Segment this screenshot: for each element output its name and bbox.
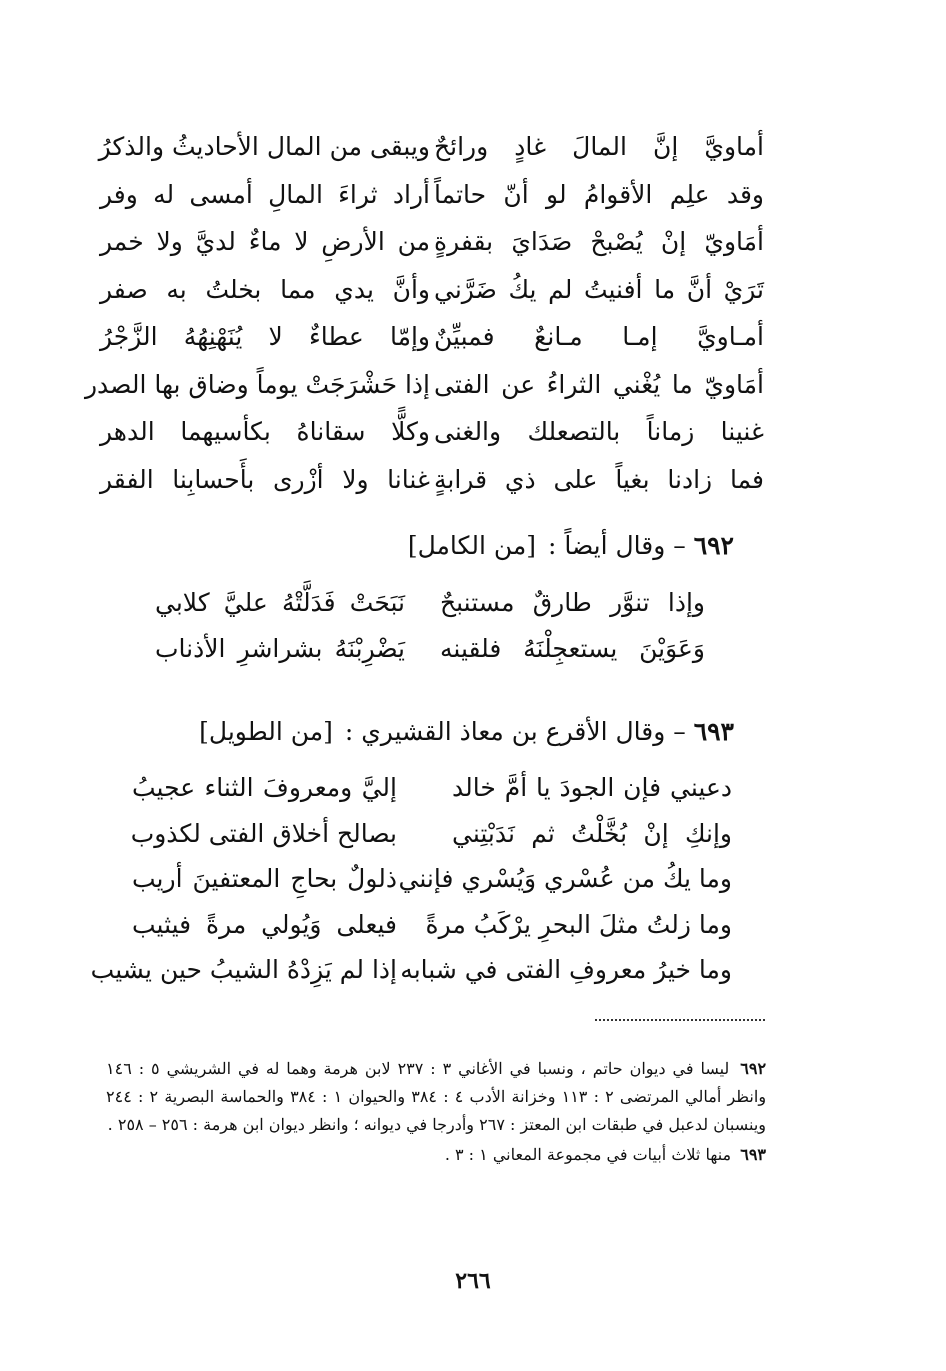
section-692-heading xyxy=(408,526,734,566)
verse-first-hemistich: دعيني فإن الجودَ يا أمَّ خالد xyxy=(452,773,732,802)
verse-second-hemistich: بصالح أخلاق الفتى لكذوب xyxy=(130,818,397,848)
verse-line xyxy=(100,124,764,172)
footnotes xyxy=(106,1055,766,1169)
verse-line xyxy=(84,362,764,410)
verse-line xyxy=(100,457,764,505)
footnote-692 xyxy=(106,1055,766,1139)
verse-line xyxy=(155,580,705,626)
verse-second-hemistich: إذا لم يَزِدْهُ الشيبُ حين يشيب xyxy=(90,955,397,984)
verse-second-hemistich: وأنَّ يدي مما بخلتُ به صفر xyxy=(100,274,430,304)
verse-second-hemistich: من الأرضِ لا ماءٌ لديَّ ولا خمر xyxy=(100,227,430,256)
verse-second-hemistich: وإمّا عطاءٌ لا يُنَهْنِهُهُ الزَّجْرُ xyxy=(100,322,430,351)
footnote-text: ليسا في ديوان حاتم ، ونسبا في الأغاني ٣ : ٢٣٧ لابن هرمة وهما له في الشريشي ٥ : ١٤٦ وانظر أمالي المرتضى ٢ : ١١٣ وخزانة الأدب ٤ : ٣٨٤ والحيوان ١ : ٣٨٤ والحماسة البصرية ٢ : ٢٤٤ وينسبان لدعبل في طبقات ابن المعتز : ٢٦٧ وأدرجا في ديوانه ؛ وانظر ديوان ابن هرمة : ٢٥٦ – ٢٥٨ . xyxy=(106,1059,767,1134)
verse-line xyxy=(90,947,732,993)
verse-first-hemistich: وَعَوَيْنَ يستعجِلْنَهُ فلقينه xyxy=(440,634,705,663)
page-number: ٢٦٦ xyxy=(455,1268,491,1294)
verse-line xyxy=(155,626,705,672)
verse-first-hemistich: أمَاويّ ما يُغْني الثراءُ عن الفتى xyxy=(434,369,764,399)
verse-second-hemistich: إليَّ ومعروفَ الثناء عجيبُ xyxy=(132,773,397,802)
section-intro: – وقال الأقرع بن معاذ القشيري : xyxy=(344,717,686,746)
verse-second-hemistich: غنانا ولا أزْرى بأَحسابِنا الفقر xyxy=(100,464,430,494)
footnote-number: ٦٩٣ xyxy=(740,1145,766,1164)
verse-line xyxy=(132,765,732,811)
verse-first-hemistich: وإنكِ إنْ بُخَّلْتُ ثم نَدَبْتِني xyxy=(452,818,732,848)
verse-line xyxy=(100,219,764,267)
verse-first-hemistich: وما زلتُ مثلَ البحرِ يرْكَبُ مرةً xyxy=(425,909,732,939)
poem-a xyxy=(84,124,764,504)
verse-second-hemistich: يَضْرِبْنَهُ بشراشرِ الأذناب xyxy=(155,634,405,663)
section-number: ٦٩٢ xyxy=(693,531,734,560)
verse-line xyxy=(132,902,732,948)
section-693-heading xyxy=(199,712,734,752)
verse-second-hemistich: وكلًّا سقاناهُ بكأسيهما الدهر xyxy=(100,417,430,446)
poem-692 xyxy=(155,580,705,672)
verse-line xyxy=(132,856,732,902)
verse-second-hemistich: أراد ثراءَ المالِ أمسى له وفر xyxy=(100,179,430,209)
poem-693 xyxy=(90,765,732,993)
verse-line xyxy=(100,314,764,362)
verse-first-hemistich: فما زادنا بغياً على ذي قرابةٍ xyxy=(434,464,764,494)
verse-line xyxy=(100,172,764,220)
footnote-number: ٦٩٢ xyxy=(740,1059,767,1078)
verse-first-hemistich: أماويَّ إنَّ المالَ غادٍ ورائحٌ xyxy=(434,132,764,161)
verse-second-hemistich: نَبَحَتْ فَدَلَّتْهُ عليَّ كلابي xyxy=(155,588,405,617)
verse-first-hemistich: وما يكُ من عُسْري وَيُسْري فإنني xyxy=(398,864,732,893)
footnote-separator xyxy=(595,1019,765,1021)
verse-first-hemistich: وما خيرُ معروفِ الفتى في شبابه xyxy=(400,955,732,984)
section-number: ٦٩٣ xyxy=(693,717,734,746)
verse-second-hemistich: فيعلى وَيُولي مرةً فيثيب xyxy=(132,909,397,939)
verse-first-hemistich: أمـاويَّ إمـا مـانعٌ فمبيِّنٌ xyxy=(434,322,764,351)
section-intro: – وقال أيضاً : xyxy=(547,531,686,560)
verse-first-hemistich: تَرَيْ أنَّ ما أفنيتُ لم يكُ ضَرَّني xyxy=(434,274,764,304)
verse-line xyxy=(100,409,764,457)
verse-second-hemistich: ذلولٌ بحاجِ المعتفينَ أريب xyxy=(132,864,397,893)
verse-first-hemistich: أمَاويّ إنْ يُصْبحْ صَدَايَ بقفرةٍ xyxy=(434,227,764,256)
verse-line xyxy=(100,267,764,315)
verse-first-hemistich: غنينا زماناً بالتصعلك والغنى xyxy=(434,417,764,446)
meter-label: [من الكامل] xyxy=(407,531,537,560)
verse-second-hemistich: ويبقى من المال الأحاديثُ والذكرُ xyxy=(98,132,430,161)
meter-label: [من الطويل] xyxy=(199,717,333,746)
verse-second-hemistich: إذا حَشْرَجَتْ يوماً وضاق بها الصدر xyxy=(84,369,430,399)
verse-line xyxy=(132,811,732,857)
footnote-693 xyxy=(106,1141,766,1169)
verse-first-hemistich: وإذا تنوَّر طارقٌ مستنبحٌ xyxy=(440,588,705,617)
verse-first-hemistich: وقد علِم الأقوامُ لو أنّ حاتماً xyxy=(434,179,764,209)
footnote-text: منها ثلاث أبيات في مجموعة المعاني ١ : ٣ . xyxy=(444,1145,732,1164)
